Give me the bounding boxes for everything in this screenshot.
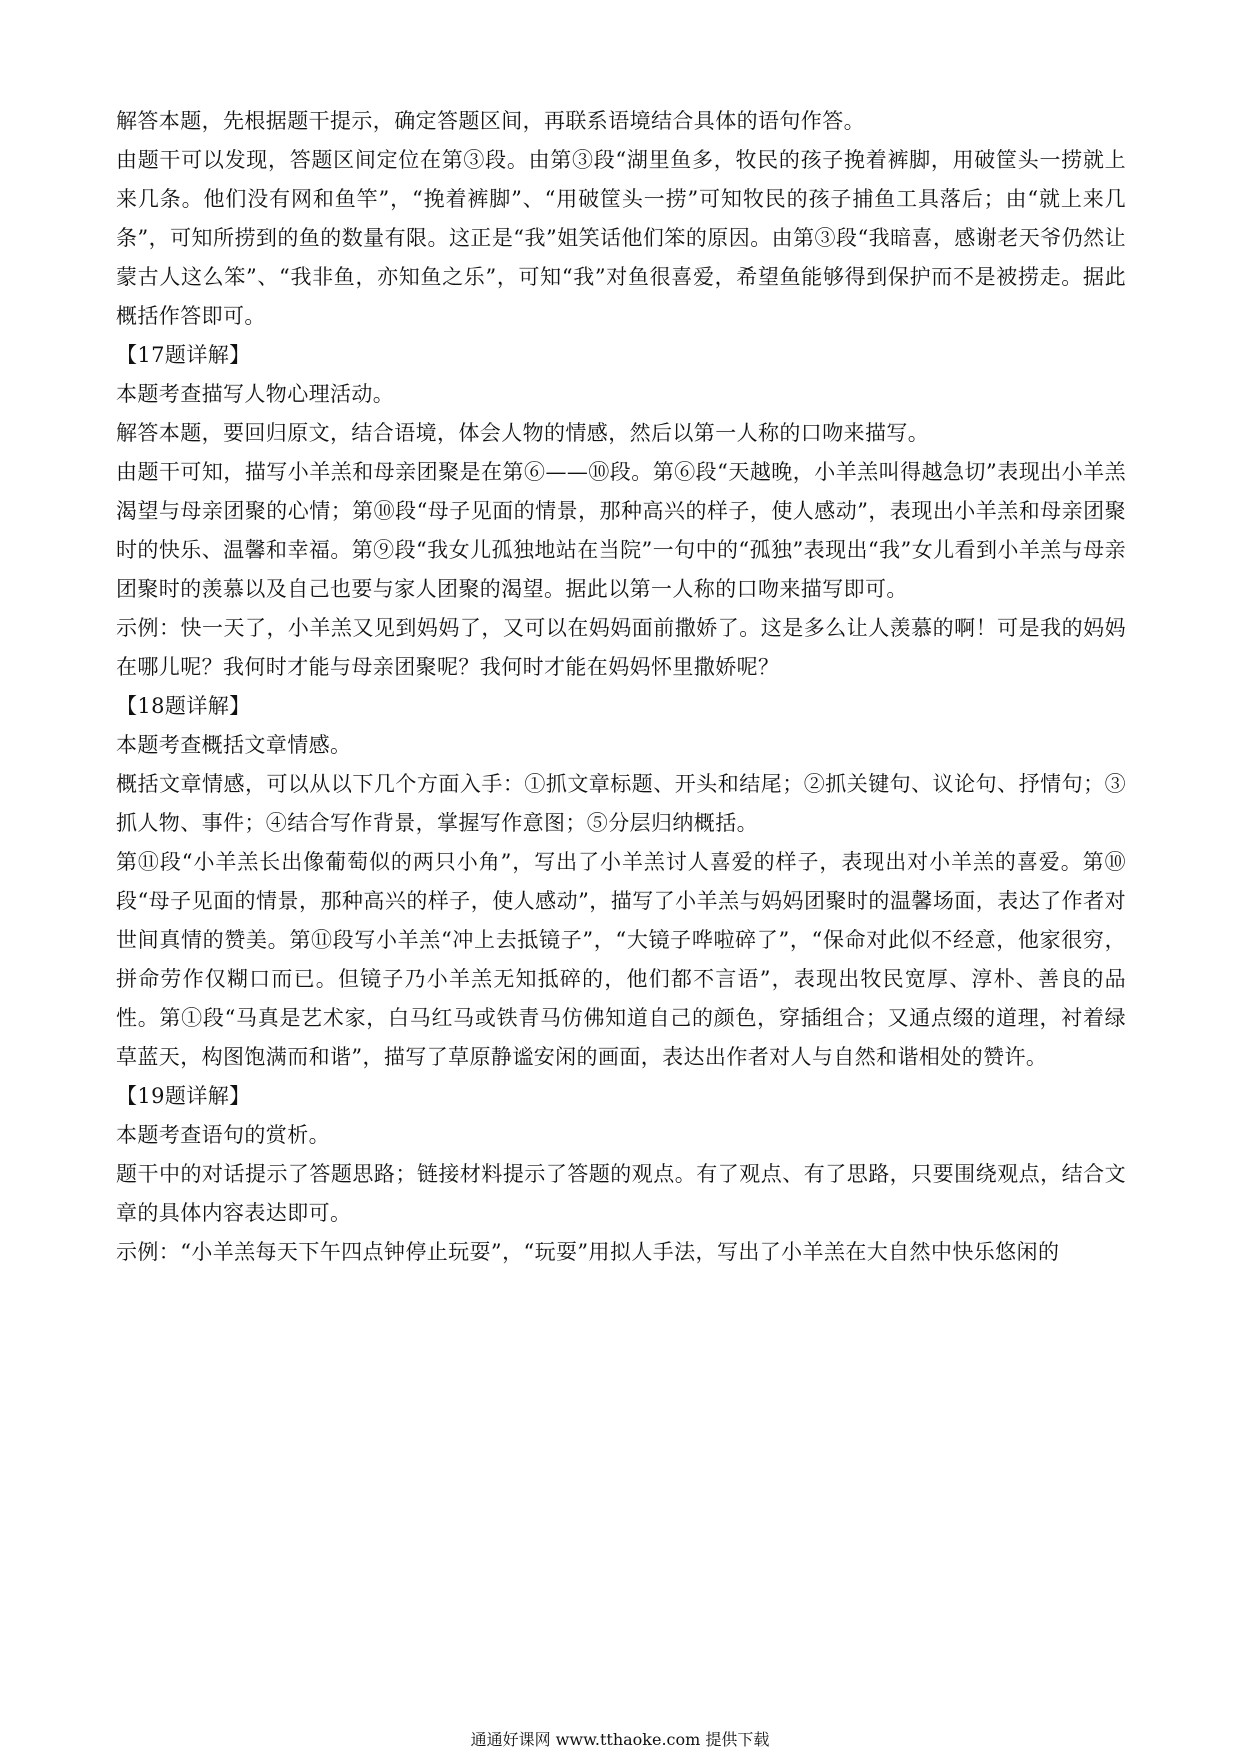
paragraph-q19-topic: 本题考查语句的赏析。 [116,1123,330,1147]
paragraph-q16-analysis: 由题干可以发现，答题区间定位在第③段。由第③段“湖里鱼多，牧民的孩子挽着裤脚，用破筐头一捞就上来几条。他们没有网和鱼竿”，“挽着裤脚”、“用破筐头一捞”可知牧民的孩子捕鱼工具落后；由“就上来几条”，可知所捞到的鱼的数量有限。这正是“我”姐笑话他们笨的原因。由第③段“我暗喜，感谢老天爷仍然让蒙古人这么笨”、“我非鱼，亦知鱼之乐”，可知“我”对鱼很喜爱，希望鱼能够得到保护而不是被捞走。据此概括作答即可。 [116,148,1126,328]
paragraph-q19-example: 示例：“小羊羔每天下午四点钟停止玩耍”，“玩耍”用拟人手法，写出了小羊羔在大自然中快乐悠闲的 [116,1240,1060,1264]
paragraph-q18-method: 概括文章情感，可以从以下几个方面入手：①抓文章标题、开头和结尾；②抓关键句、议论句、抒情句；③抓人物、事件；④结合写作背景，掌握写作意图；⑤分层归纳概括。 [116,772,1126,835]
paragraph-q19-method: 题干中的对话提示了答题思路；链接材料提示了答题的观点。有了观点、有了思路，只要围绕观点，结合文章的具体内容表达即可。 [116,1162,1126,1225]
page-footer: 通通好课网 www.tthaoke.com 提供下载 [470,1730,770,1749]
answer-content [116,102,1126,1272]
section-heading-q18: 【18题详解】 [116,694,251,718]
section-heading-q19: 【19题详解】 [116,1084,251,1108]
paragraph-q17-topic: 本题考查描写人物心理活动。 [116,382,395,406]
paragraph-q17-analysis: 由题干可知，描写小羊羔和母亲团聚是在第⑥——⑩段。第⑥段“天越晚，小羊羔叫得越急切”表现出小羊羔渴望与母亲团聚的心情；第⑩段“母子见面的情景，那种高兴的样子，使人感动”，表现出小羊羔和母亲团聚时的快乐、温馨和幸福。第⑨段“我女儿孤独地站在当院”一句中的“孤独”表现出“我”女儿看到小羊羔与母亲团聚时的羡慕以及自己也要与家人团聚的渴望。据此以第一人称的口吻来描写即可。 [116,460,1126,601]
paragraph-q18-topic: 本题考查概括文章情感。 [116,733,352,757]
section-heading-q17: 【17题详解】 [116,343,251,367]
paragraph-intro: 解答本题，先根据题干提示，确定答题区间，再联系语境结合具体的语句作答。 [116,109,865,133]
paragraph-q18-analysis: 第⑪段“小羊羔长出像葡萄似的两只小角”，写出了小羊羔讨人喜爱的样子，表现出对小羊羔的喜爱。第⑩段“母子见面的情景，那种高兴的样子，使人感动”，描写了小羊羔与妈妈团聚时的温馨场面，表达了作者对世间真情的赞美。第⑪段写小羊羔“冲上去抵镜子”，“大镜子哗啦碎了”，“保命对此似不经意，他家很穷，拼命劳作仅糊口而已。但镜子乃小羊羔无知抵碎的，他们都不言语”，表现出牧民宽厚、淳朴、善良的品性。第①段“马真是艺术家，白马红马或铁青马仿佛知道自己的颜色，穿插组合；又通点缀的道理，衬着绿草蓝天，构图饱满而和谐”，描写了草原静谧安闲的画面，表达出作者对人与自然和谐相处的赞许。 [116,850,1126,1069]
paragraph-q17-example: 示例：快一天了，小羊羔又见到妈妈了，又可以在妈妈面前撒娇了。这是多么让人羡慕的啊！可是我的妈妈在哪儿呢？我何时才能与母亲团聚呢？我何时才能在妈妈怀里撒娇呢？ [116,616,1126,679]
paragraph-q17-method: 解答本题，要回归原文，结合语境，体会人物的情感，然后以第一人称的口吻来描写。 [116,421,930,445]
